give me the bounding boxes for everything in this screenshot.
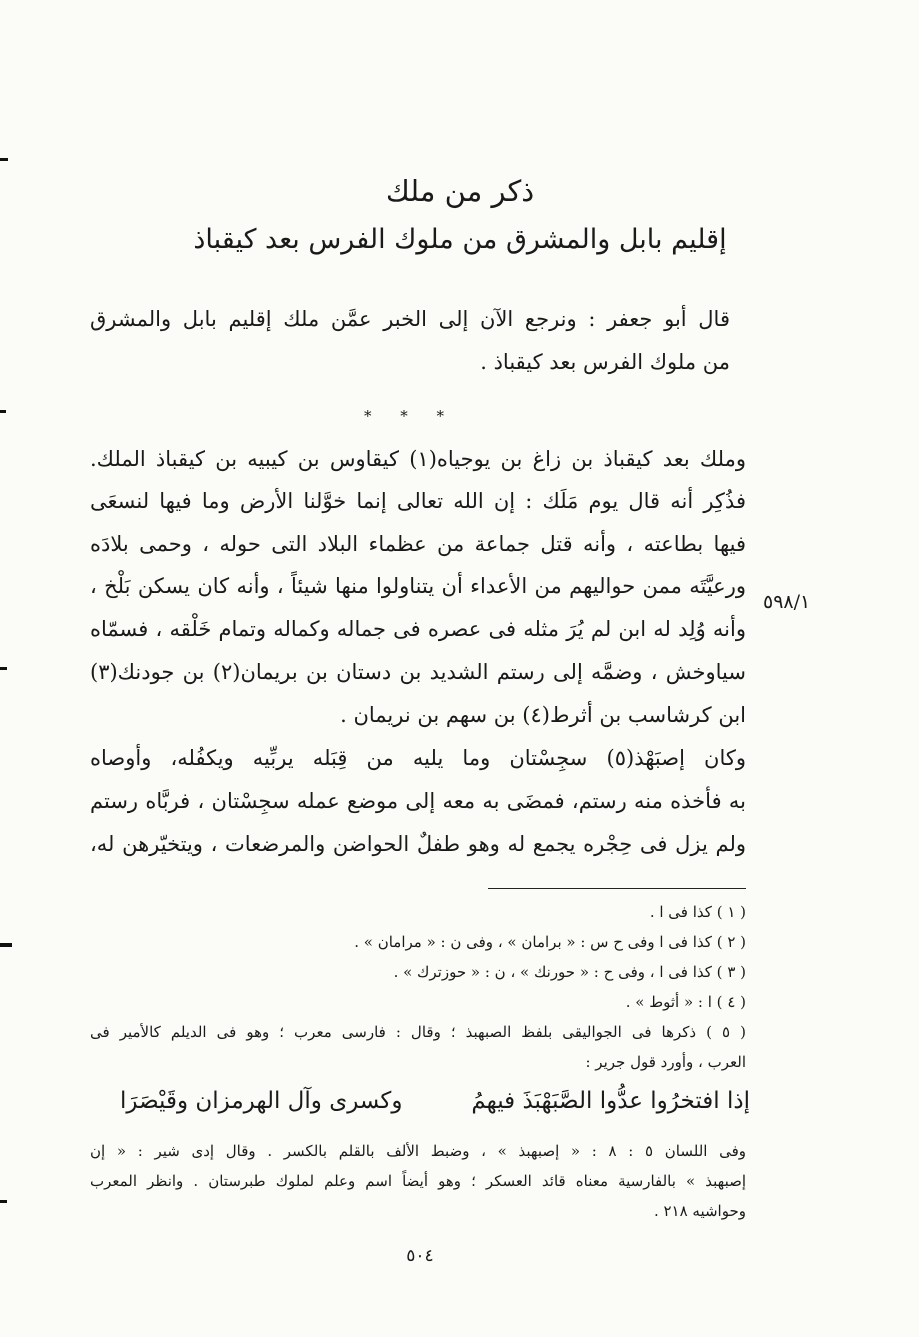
marginal-reference: ٥٩٨/١: [763, 591, 811, 613]
scan-edge-mark: [0, 667, 7, 670]
body-line: ورعيَّتَه ممن حواليهم من الأعداء أن يتناولوا منها شيئاً ، وأنه كان يسكن بَلْخ ،: [90, 574, 746, 598]
scan-edge-mark: [0, 1200, 7, 1203]
intro-line: من ملوك الفرس بعد كيقباذ .: [480, 350, 730, 374]
footnote: ( ١ ) كذا فى ا .: [649, 903, 746, 921]
body-line: وملك بعد كيقباذ بن زاغ بن يوجياه(١) كيقاوس بن كيبيه بن كيقباذ الملك.: [90, 447, 746, 471]
footnote: العرب ، وأورد قول جرير :: [585, 1053, 746, 1071]
body-line: وأنه وُلِد له ابن لم يُرَ مثله فى عصره فى جماله وكماله وتمام خَلْقه ، فسمّاه: [90, 617, 746, 641]
footnote: ( ٥ ) ذكرها فى الجواليقى بلفظ الصبهبذ ؛ وقال : فارسى معرب ؛ وهو فى الديلم كالأمير فى: [90, 1023, 746, 1041]
section-separator: * * *: [363, 407, 457, 425]
body-line: فيها بطاعته ، وأنه قتل جماعة من عظماء البلاد التى حوله ، وحمى بلادَه: [90, 532, 746, 556]
footnote-divider: [488, 888, 746, 889]
scan-edge-mark: [0, 158, 8, 161]
body-line: ابن كرشاسب بن أثرط(٤) بن سهم بن نريمان .: [340, 703, 746, 727]
section-subtitle: إقليم بابل والمشرق من ملوك الفرس بعد كيقباذ: [193, 224, 727, 255]
body-line: وكان إصبَهْذ(٥) سجِسْتان وما يليه من قِبَله يربِّيه ويكفُله، وأوصاه: [90, 746, 746, 770]
body-line: ولم يزل فى حِجْره يجمع له وهو طفلٌ الحواضن والمرضعات ، ويتخيّرهن له،: [90, 832, 746, 856]
scan-edge-mark: [0, 410, 6, 413]
verse-hemistich-first: إذا افتخرُوا عدُّوا الصَّبَهْبَذَ فيهمُ: [471, 1088, 750, 1114]
footnote-continuation: وفى اللسان ٥ : ٨ : « إصبهبذ » ، وضبط الألف بالقلم بالكسر . وقال إدى شير : « إن: [90, 1142, 747, 1160]
scan-edge-mark: [0, 943, 12, 947]
section-title: ذكر من ملك: [385, 174, 535, 208]
footnote: ( ٢ ) كذا فى ا وفى ح س : « برامان » ، وفى ن : « مرامان » .: [354, 933, 746, 951]
verse-hemistich-second: وكسرى وآل الهرمزان وقَيْصَرَا: [120, 1088, 403, 1114]
footnote-continuation: وحواشيه ٢١٨ .: [653, 1202, 746, 1220]
body-line: فذُكِر أنه قال يوم مَلَك : إن الله تعالى إنما خوَّلنا الأرض وما فيها لنسعَى: [90, 489, 746, 513]
body-line: سياوخش ، وضمَّه إلى رستم الشديد بن دستان بن بريمان(٢) بن جودنك(٣): [90, 660, 746, 684]
footnote: ( ٤ ) ا : « أثوط » .: [625, 993, 746, 1011]
body-line: به فأخذه منه رستم، فمضَى به معه إلى موضع عمله سجِسْتان ، فربَّاه رستم: [90, 789, 746, 813]
page-number: ٥٠٤: [406, 1246, 434, 1266]
intro-line: قال أبو جعفر : ونرجع الآن إلى الخبر عمَّن ملك إقليم بابل والمشرق: [90, 307, 730, 331]
footnote: ( ٣ ) كذا فى ا ، وفى ح : « حورنك » ، ن : « حوزترك » .: [393, 963, 746, 981]
footnote-continuation: إصبهبذ » بالفارسية معناه قائد العسكر ؛ وهو أيضاً اسم وعلم لملوك طبرستان . وانظر المعرب: [90, 1172, 746, 1190]
